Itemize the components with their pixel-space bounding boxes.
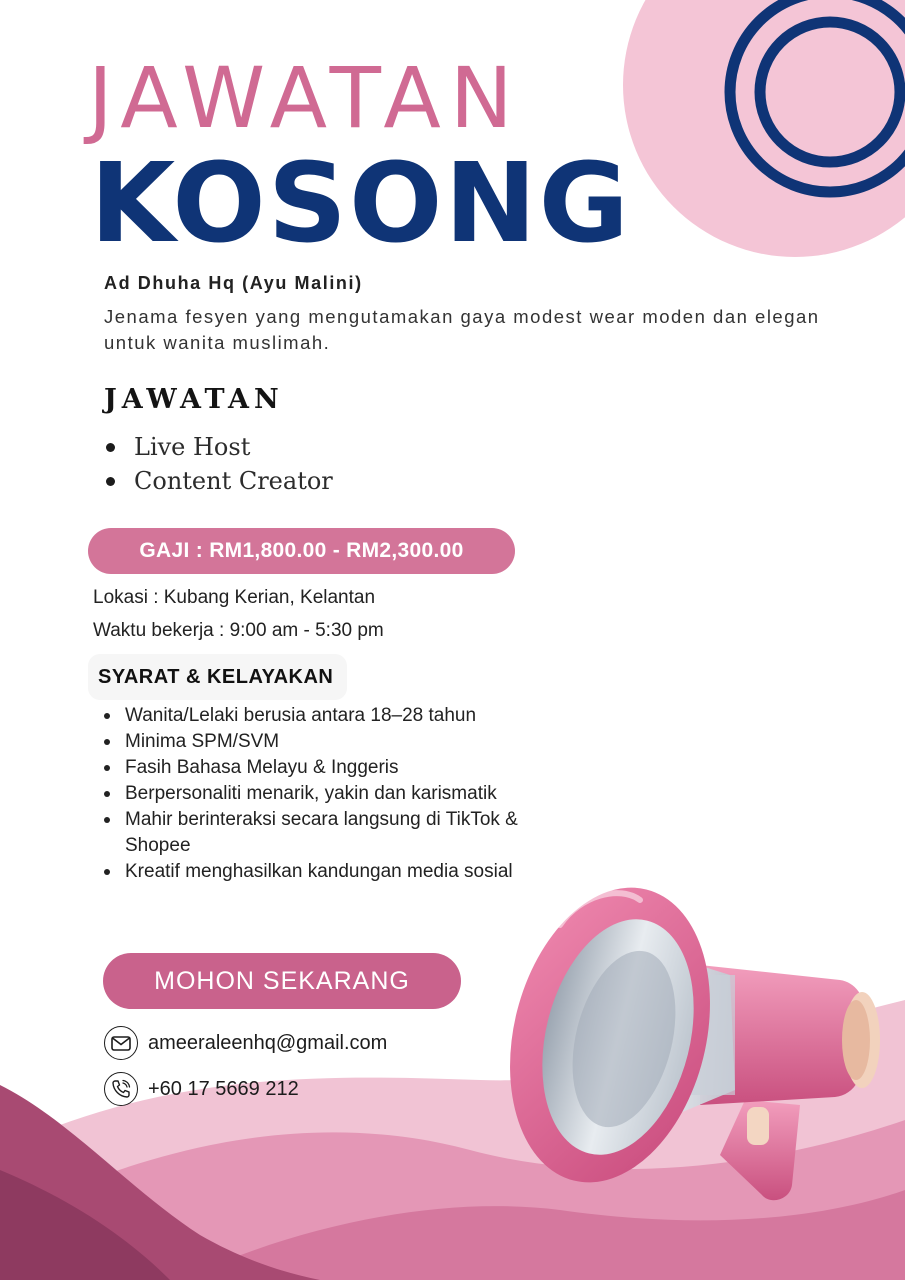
phone-text[interactable]: +60 17 5669 212 — [148, 1077, 299, 1100]
requirement-item: Minima SPM/SVM — [103, 729, 558, 755]
location-text: Lokasi : Kubang Kerian, Kelantan — [93, 587, 376, 608]
requirement-item: Wanita/Lelaki berusia antara 18–28 tahun — [103, 703, 558, 729]
requirements-list — [103, 703, 558, 885]
requirement-item: Fasih Bahasa Melayu & Inggeris — [103, 755, 558, 781]
requirement-item: Berpersonaliti menarik, yakin dan karismatik — [103, 781, 558, 807]
title-kosong: KOSONG — [90, 139, 631, 267]
requirements-heading: SYARAT & KELAYAKAN — [88, 654, 347, 700]
requirement-item: Mahir berinteraksi secara langsung di TikTok & Shopee — [103, 807, 558, 859]
company-description: Jenama fesyen yang mengutamakan gaya modest wear moden dan elegan untuk wanita muslimah. — [104, 306, 820, 353]
envelope-icon — [104, 1026, 138, 1060]
email-contact[interactable] — [104, 1025, 387, 1061]
title-jawatan: JAWATAN — [88, 49, 522, 147]
position-item: Content Creator — [104, 464, 333, 498]
requirement-item: Kreatif menghasilkan kandungan media sosial — [103, 859, 558, 885]
working-hours-text: Waktu bekerja : 9:00 am - 5:30 pm — [93, 620, 384, 641]
positions-list — [104, 430, 333, 498]
megaphone-icon — [500, 855, 900, 1235]
positions-heading: JAWATAN — [104, 384, 284, 415]
company-name: Ad Dhuha Hq (Ayu Malini) — [104, 273, 363, 293]
apply-now-button[interactable]: MOHON SEKARANG — [103, 953, 461, 1009]
salary-badge: GAJI : RM1,800.00 - RM2,300.00 — [88, 528, 515, 574]
email-text[interactable]: ameeraleenhq@gmail.com — [148, 1031, 388, 1054]
phone-contact[interactable] — [104, 1071, 299, 1107]
position-item: Live Host — [104, 430, 333, 464]
phone-icon — [104, 1072, 138, 1106]
